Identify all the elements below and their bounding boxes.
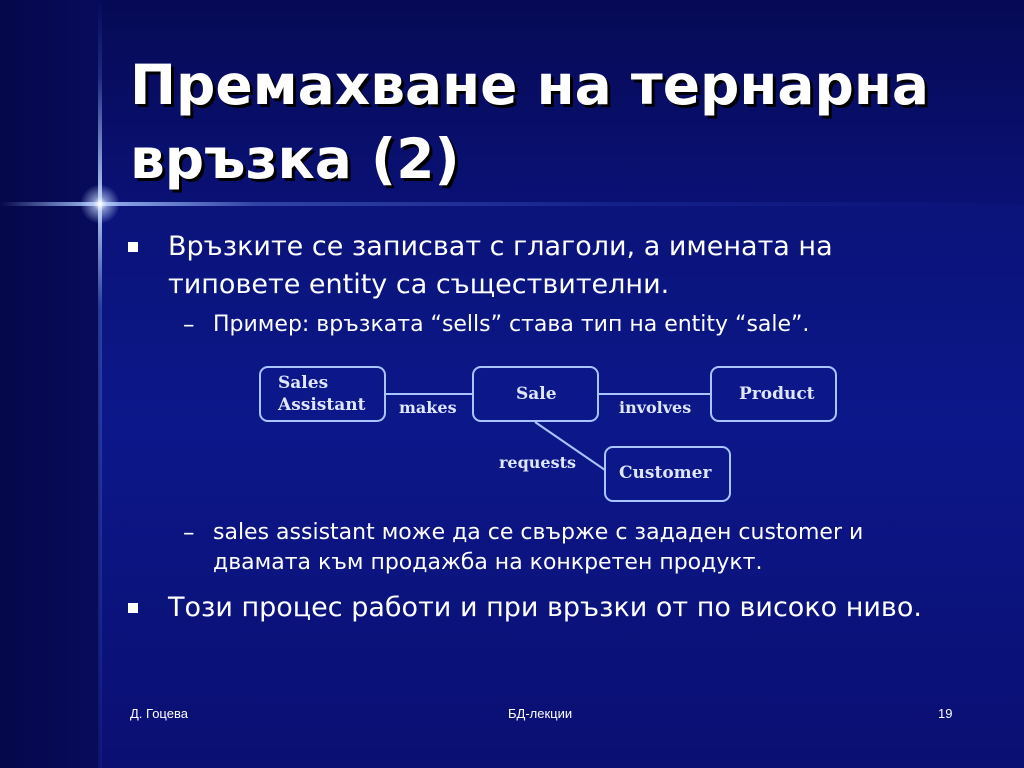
entity-sales-assistant: [260, 367, 385, 421]
square-bullet-icon: [128, 603, 138, 613]
square-bullet-icon: [128, 242, 138, 252]
left-decorative-band: [0, 0, 100, 768]
entity-product: [711, 367, 836, 421]
relationship-requests-label: requests: [499, 453, 577, 472]
star-sparkle-icon: [80, 184, 120, 224]
footer-page-number: 19: [938, 706, 953, 721]
bullet-text-2: Този процес работи и при връзки от по високо ниво.: [168, 592, 922, 623]
horizontal-light-line: [0, 202, 1024, 206]
relationship-makes-label: makes: [399, 398, 457, 417]
slide-title: Премахване на тернарна връзка (2): [130, 53, 930, 191]
entity-sale-label: Sale: [516, 384, 557, 404]
entity-sales-assistant-label-line1: Sales: [278, 373, 329, 393]
entity-customer: [605, 447, 730, 501]
dash-bullet-icon: –: [183, 520, 195, 546]
sub-bullet-item-1: [183, 310, 923, 342]
relationship-involves-label: involves: [619, 398, 692, 417]
vertical-light-line: [98, 0, 102, 768]
dash-bullet-icon: –: [183, 312, 195, 338]
sub-bullet-text-2: sales assistant може да се свърже с зададен customer и двамата към продажба на конкретен продукт.: [213, 520, 864, 575]
entity-customer-label: Customer: [619, 463, 712, 483]
bullet-item-2: [128, 589, 948, 669]
sub-bullet-text-1: Пример: връзката “sells” става тип на entity “sale”.: [213, 312, 810, 337]
sub-bullet-item-2: [183, 518, 963, 582]
bullet-item-1: [128, 228, 928, 308]
footer-course: БД-лекции: [508, 706, 573, 721]
entity-sale: [473, 367, 598, 421]
footer-author: Д. Гоцева: [130, 706, 188, 721]
entity-product-label: Product: [739, 384, 815, 404]
entity-relationship-diagram: [255, 362, 845, 507]
entity-sales-assistant-label-line2: Assistant: [278, 395, 366, 415]
bullet-text-1: Връзките се записват с глаголи, а имената на типовете entity са съществителни.: [168, 231, 833, 300]
